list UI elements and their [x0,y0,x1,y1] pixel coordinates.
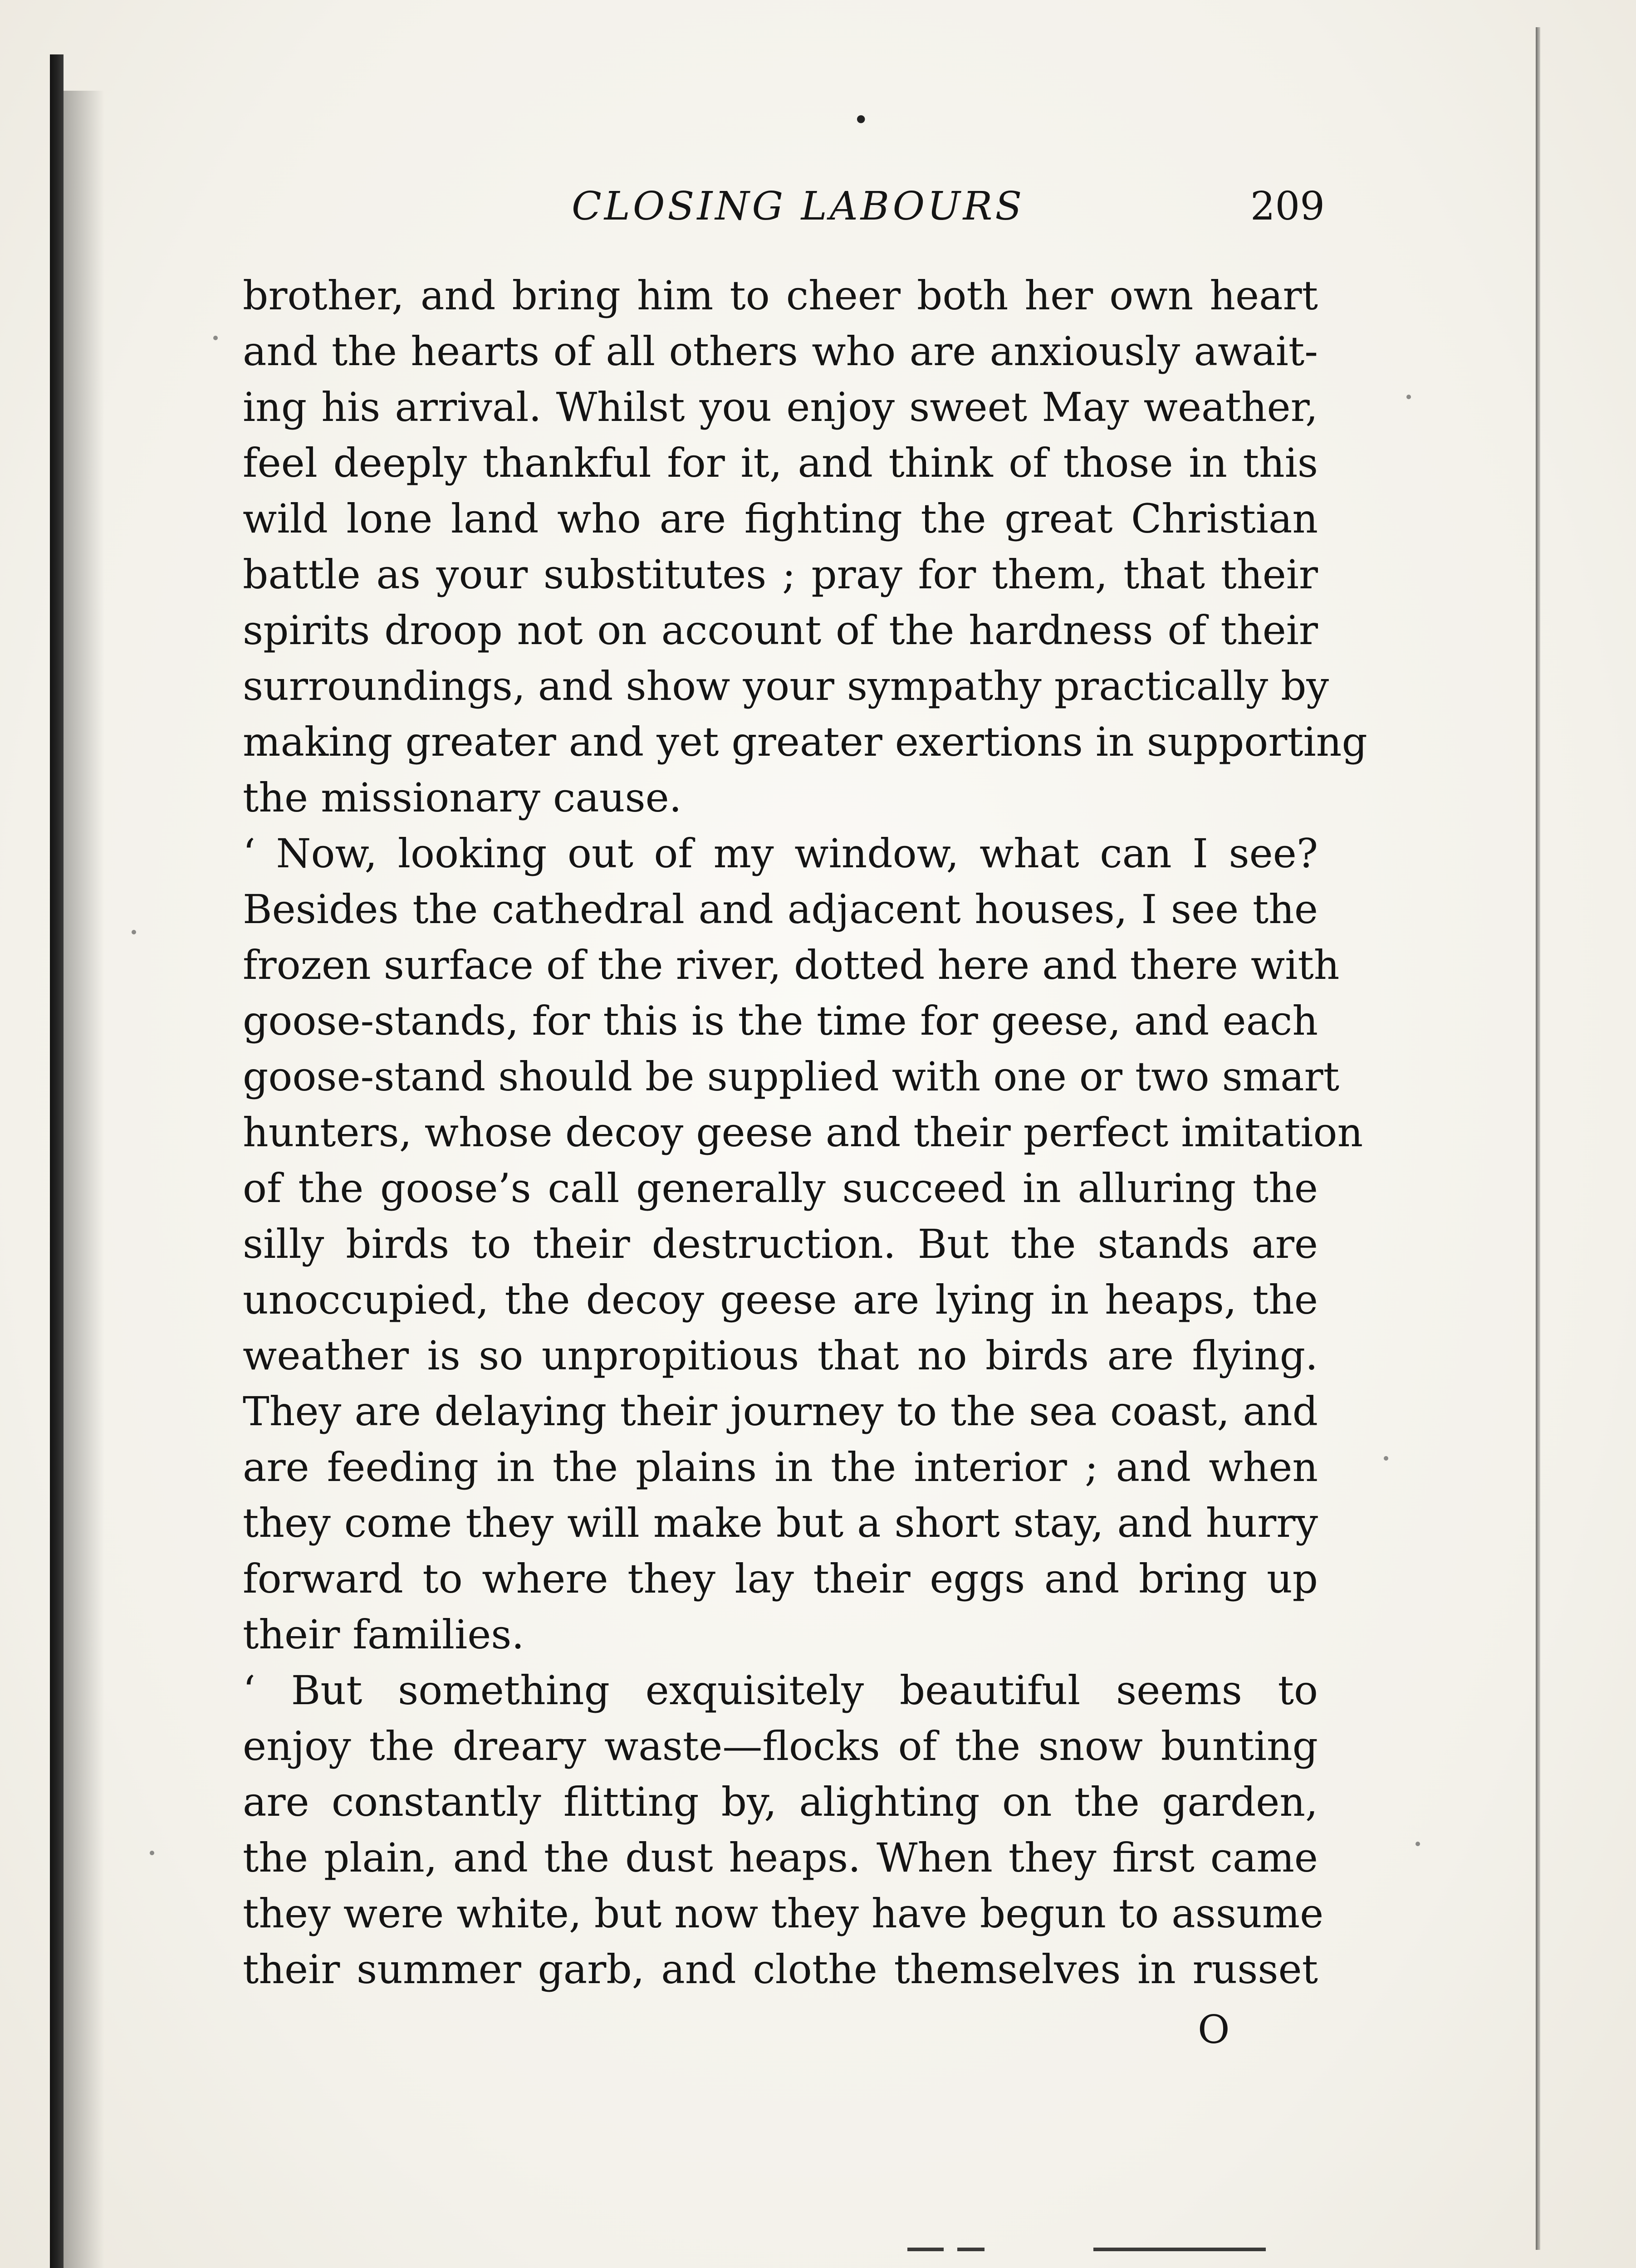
text-line: hunters, whose decoy geese and their perfect imitation [243,1109,1363,1156]
text-line: frozen surface of the river, dotted here and there with [243,942,1340,988]
text-line: forward to where they lay their eggs and bring up [243,1555,1318,1602]
ink-speck [1416,1842,1420,1846]
text-line: ing his arrival. Whilst you enjoy sweet May weather, [243,384,1318,430]
page-header [236,184,1325,238]
ink-speck [213,336,218,340]
text-line: spirits droop not on account of the hardness of their [243,607,1318,654]
text-line: making greater and yet greater exertions in supporting [243,719,1367,765]
text-line: unoccupied, the decoy geese are lying in heaps, the [243,1276,1318,1323]
text-line: and the hearts of all others who are anxiously await- [243,328,1318,375]
text-line: they were white, but now they have begun to assume [243,1890,1324,1937]
text-line: ‘ Now, looking out of my window, what can I see? [243,830,1318,877]
text-line: brother, and bring him to cheer both her own heart [243,272,1318,319]
text-line: are feeding in the plains in the interior ; and when [243,1444,1318,1491]
scan-artifact [907,2248,944,2251]
text-line: ‘ But something exquisitely beautiful seems to [243,1667,1318,1714]
text-line: of the goose’s call generally succeed in alluring the [243,1165,1318,1212]
text-line: silly birds to their destruction. But the stands are [243,1221,1318,1267]
text-line: They are delaying their journey to the sea coast, and [243,1388,1318,1435]
binding-shadow [50,54,64,2268]
text-line: battle as your substitutes ; pray for them, that their [243,551,1318,598]
gutter-shadow [64,91,104,2268]
text-line: their families. [243,1611,524,1658]
scan-artifact [957,2248,985,2251]
text-line: Besides the cathedral and adjacent houses, I see the [243,886,1318,933]
ink-speck [132,930,136,934]
text-line: are constantly flitting by, alighting on the garden, [243,1779,1318,1825]
text-line: weather is so unpropitious that no birds are flying. [243,1332,1318,1379]
page-number: 209 [1250,184,1325,229]
text-line: goose-stands, for this is the time for geese, and each [243,997,1318,1044]
body-text [243,268,1367,1997]
text-line: their summer garb, and clothe themselves in russet [243,1946,1318,1993]
signature-mark: O [1198,2007,1230,2053]
ink-speck [1406,395,1411,399]
text-line: the plain, and the dust heaps. When they first came [243,1834,1318,1881]
ink-speck [150,1851,154,1855]
scan-artifact [1093,2248,1266,2251]
text-line: enjoy the dreary waste—flocks of the snow bunting [243,1723,1318,1769]
text-line: the missionary cause. [243,774,682,821]
ink-mark: • [853,104,869,136]
text-line: wild lone land who are fighting the great Christian [243,495,1318,542]
running-head: CLOSING LABOURS [572,184,1025,229]
text-line: surroundings, and show your sympathy practically by [243,663,1329,709]
text-line: goose-stand should be supplied with one or two smart [243,1053,1340,1100]
text-line: feel deeply thankful for it, and think of those in this [243,440,1318,486]
page-edge [1536,27,1540,2250]
ink-speck [1384,1456,1388,1461]
text-line: they come they will make but a short stay, and hurry [243,1500,1318,1546]
